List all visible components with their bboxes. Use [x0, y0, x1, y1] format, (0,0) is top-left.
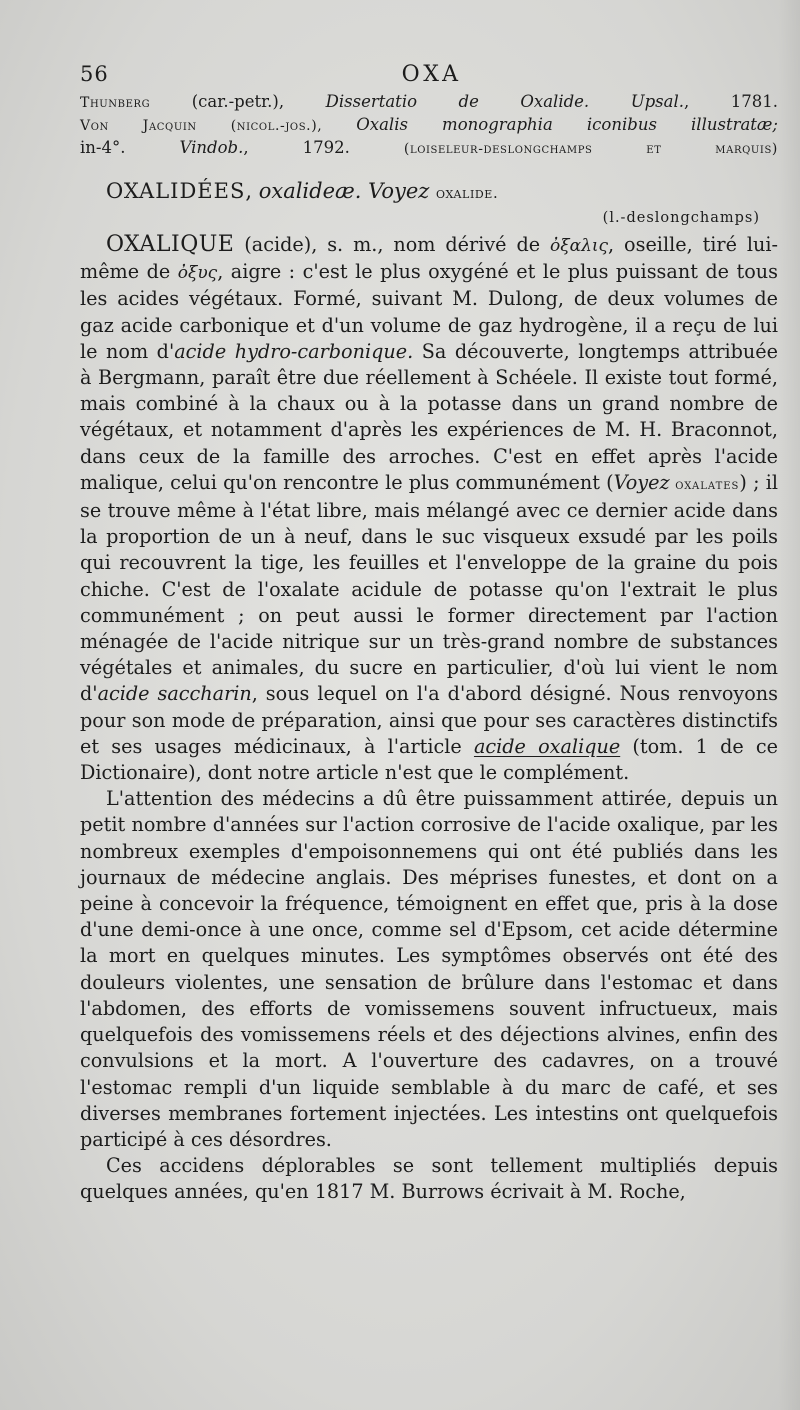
- greek-word: ὀξυς: [177, 263, 218, 284]
- term-saccharin: acide saccharin: [97, 682, 252, 706]
- entry-headword: OXALIQUE: [106, 232, 235, 257]
- bibliography-line-1: Thunberg (car.-petr.), Dissertatio de Oxalide. Upsal., 1781.: [80, 92, 778, 111]
- paragraph-3: Ces accidens déplorables se sont tellement multipliés depuis quelques années, qu'en 1817 M. Burrows écrivait à M. Roche,: [80, 1154, 778, 1204]
- author-thunberg: Thunberg: [80, 95, 151, 111]
- cross-reference: oxalide.: [436, 184, 499, 202]
- running-title: OXA: [401, 62, 462, 87]
- entry-headword: OXALIDÉES: [106, 179, 246, 203]
- page-edge-shadow: [778, 0, 800, 1410]
- page-number: 56: [80, 62, 109, 86]
- bibliography-block: [80, 91, 778, 160]
- paragraph-2: L'attention des médecins a dû être puissamment attirée, depuis un petit nombre d'années sur l'action corrosive de l'acide oxalique, par les nombreux exemples d'empoisonnemens qui ont été publiés dans les journaux de médecine anglais. Des méprises funestes, et dont on a peine à concevoir la fréquence, témoignent en effet que, pris à la dose d'une demi-once à une once, comme sel d'Epsom, cet acide détermine la mort en quelques minutes. Les symptômes observés ont été des douleurs violentes, une sensation de brûlure dans l'estomac et dans l'abdomen, des efforts de vomissemens souvent infructueux, mais quelquefois des vomissemens réels et des déjections alvines, enfin des convulsions et la mort. A l'ouverture des cadavres, on a trouvé l'estomac rempli d'un liquide semblable à du marc de café, et ses diverses membranes fortement injectées. Les intestins ont quelquefois participé à ces désordres.: [80, 787, 778, 1151]
- page-header: [80, 62, 480, 87]
- greek-word: ὀξαλις: [550, 236, 609, 256]
- paragraph-1: OXALIQUE (acide), s. m., nom dérivé de ὀξαλις, oseille, tiré lui-même de ὀξυς, aigre : c'est le plus oxygéné et le plus puissant de tous les acides végétaux. Formé, suivant M. Dulong, de deux volumes de gaz acide carbonique et d'un volume de gaz hydrogène, il a reçu de lui le nom d'acide hydro-carbonique. Sa découverte, longtemps attribuée à Bergmann, paraît être due réellement à Schéele. Il existe tout formé, mais combiné à la chaux ou à la potasse dans un grand nombre de végétaux, et notamment d'après les expériences de M. H. Braconnot, dans ceux de la famille des arroches. C'est en effet après l'acide malique, celui qu'on rencontre le plus communément (Voyez oxalates) ; il se trouve même à l'état libre, mais mélangé avec ce dernier acide dans la proportion de un à neuf, dans le suc visqueux exsudé par les poils qui recouvrent la tige, les feuilles et l'enveloppe de la graine du pois chiche. C'est de l'oxalate acidule de potasse qu'on l'extrait le plus communément ; on peut aussi le former directement par l'action ménagée de l'acide nitrique sur un très-grand nombre de substances végétales et animales, du sucre en particulier, d'où lui vient le nom d'acide saccharin, sous lequel on l'a d'abord désigné. Nous renvoyons pour son mode de préparation, ainsi que pour ses caractères distinctifs et ses usages médicinaux, à l'article acide oxalique (tom. 1 de ce Dictionaire), dont notre article n'est que le complément.: [80, 232, 779, 785]
- bibliography-line-3: in-4°. Vindob., 1792. (loiseleur-deslongchamps et marquis): [80, 138, 778, 157]
- title-oxalis-monographia: Oxalis monographia iconibus illustratæ;: [356, 115, 778, 134]
- entry-oxalique: [80, 232, 778, 1206]
- term-acide-oxalique: acide oxalique: [473, 734, 621, 758]
- bibliography-credit: (loiseleur-deslongchamps et marquis): [403, 141, 778, 157]
- term-hydro-carbonique: acide hydro-carbonique.: [174, 339, 414, 363]
- cross-reference: oxalates: [669, 476, 740, 493]
- bibliography-line-2: Von Jacquin (nicol.-jos.), Oxalis monographia iconibus illustratæ;: [80, 115, 778, 134]
- latin-name: oxalideæ.: [258, 179, 362, 203]
- author-signature: (l.-deslongchamps): [602, 210, 760, 226]
- author-jacquin: Von Jacquin: [80, 118, 197, 134]
- entry-oxalidees: OXALIDÉES, oxalideæ. Voyez oxalide.: [106, 179, 499, 203]
- title-dissertatio: Dissertatio de Oxalide. Upsal.: [325, 92, 684, 111]
